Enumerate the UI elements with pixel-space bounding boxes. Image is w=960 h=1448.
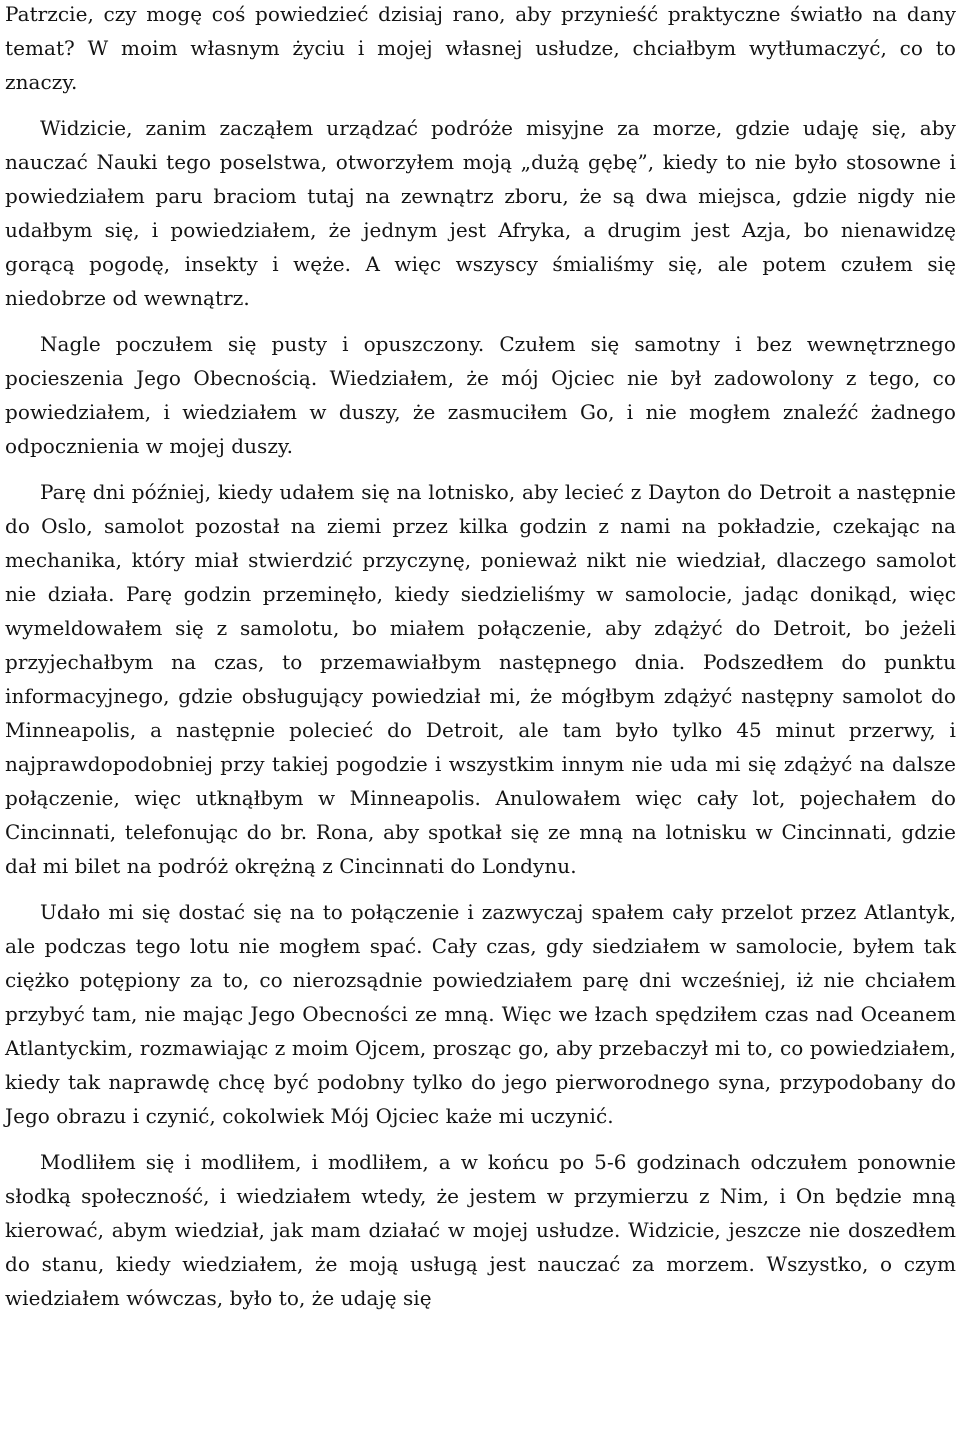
paragraph-3: Nagle poczułem się pusty i opuszczony. Czułem się samotny i bez wewnętrznego pocieszenia Jego Obecnością. Wiedziałem, że mój Ojciec nie był zadowolony z tego, co powiedziałem, i wiedziałem w duszy, że zasmuciłem Go, i nie mogłem znaleźć żadnego odpocznienia w mojej duszy. — [5, 332, 956, 458]
paragraph-6: Modliłem się i modliłem, i modliłem, a w końcu po 5-6 godzinach odczułem ponownie słodką społeczność, i wiedziałem wtedy, że jestem w przymierzu z Nim, i On będzie mną kierować, abym wiedział, jak mam działać w mojej usłudze. Widzicie, jeszcze nie doszedłem do stanu, kiedy wiedziałem, że moją usługą jest nauczać za morzem. Wszystko, o czym wiedziałem wówczas, było to, że udaję się — [5, 1150, 956, 1310]
paragraph-2: Widzicie, zanim zacząłem urządzać podróże misyjne za morze, gdzie udaję się, aby nauczać Nauki tego poselstwa, otworzyłem moją „dużą gębę”, kiedy to nie było stosowne i powiedziałem paru braciom tutaj na zewnątrz zboru, że są dwa miejsca, gdzie nigdy nie udałbym się, i powiedziałem, że jednym jest Afryka, a drugim jest Azja, bo nienawidzę gorącą pogodę, insekty i węże. A więc wszyscy śmialiśmy się, ale potem czułem się niedobrze od wewnątrz. — [5, 116, 956, 310]
paragraph-4: Parę dni później, kiedy udałem się na lotnisko, aby lecieć z Dayton do Detroit a następnie do Oslo, samolot pozostał na ziemi przez kilka godzin z nami na pokładzie, czekając na mechanika, który miał stwierdzić przyczynę, ponieważ nikt nie wiedział, dlaczego samolot nie działa. Parę godzin przeminęło, kiedy siedzieliśmy w samolocie, jadąc donikąd, więc wymeldowałem się z samolotu, bo miałem połączenie, aby zdążyć do Detroit, bo jeżeli przyjechałbym na czas, to przemawiałbym następnego dnia. Podszedłem do punktu informacyjnego, gdzie obsługujący powiedział mi, że mógłbym zdążyć następny samolot do Minneapolis, a następnie polecieć do Detroit, ale tam było tylko 45 minut przerwy, i najprawdopodobniej przy takiej pogodzie i wszystkim innym nie uda mi się zdążyć na dalsze połączenie, więc utknąłbym w Minneapolis. Anulowałem więc cały lot, pojechałem do Cincinnati, telefonując do br. Rona, aby spotkał się ze mną na lotnisku w Cincinnati, gdzie dał mi bilet na podróż okrężną z Cincinnati do Londynu. — [5, 480, 956, 878]
paragraph-5: Udało mi się dostać się na to połączenie i zazwyczaj spałem cały przelot przez Atlantyk, ale podczas tego lotu nie mogłem spać. Cały czas, gdy siedziałem w samolocie, byłem tak ciężko potępiony za to, co nierozsądnie powiedziałem parę dni wcześniej, iż nie chciałem przybyć tam, nie mając Jego Obecności ze mną. Więc we łzach spędziłem czas nad Oceanem Atlantyckim, rozmawiając z moim Ojcem, prosząc go, aby przebaczył mi to, co powiedziałem, kiedy tak naprawdę chcę być podobny tylko do jego pierworodnego syna, przypodobany do Jego obrazu i czynić, cokolwiek Mój Ojciec każe mi uczynić. — [5, 900, 956, 1128]
document-page — [5, 0, 956, 1327]
paragraph-1: Patrzcie, czy mogę coś powiedzieć dzisiaj rano, aby przynieść praktyczne światło na dany temat? W moim własnym życiu i mojej własnej usłudze, chciałbym wytłumaczyć, co to znaczy. — [5, 2, 956, 94]
